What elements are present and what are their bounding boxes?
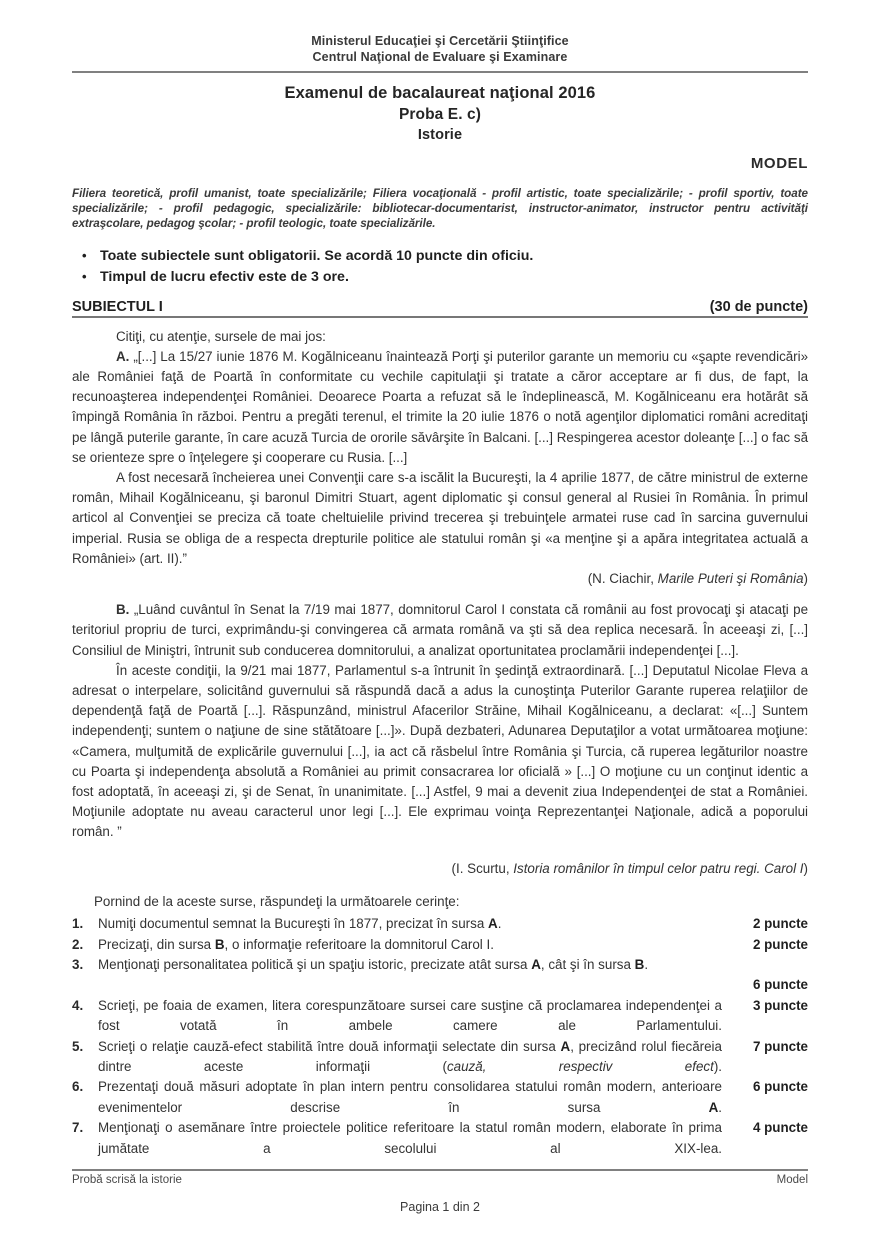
model-tag: MODEL xyxy=(750,155,808,172)
filiera-note: Filiera teoretică, profil umanist, toate specializările; Filiera vocaţională - profil artistic, toate specializările; - profil sportiv, toate specializările; - profil pedagogic, specializările: bibliotecar-documentarist, instructor-animator, instructor pentru activităţi extraşcolare, pedagog şcolar; - profil teologic, toate specializările. xyxy=(72,187,808,231)
ministry-line-2: Centrul Naţional de Evaluare şi Examinare xyxy=(312,49,568,64)
questions-lead-in: Pornind de la aceste surse, răspundeţi la următoarele cerinţe: xyxy=(94,893,460,909)
exam-title-block xyxy=(72,83,808,146)
subiect-points: (30 de puncte) xyxy=(709,298,808,315)
exam-note-item: • Timpul de lucru efectiv este de 3 ore. xyxy=(72,267,808,288)
subiect-header xyxy=(72,299,808,318)
questions-list xyxy=(72,914,808,1159)
question-item xyxy=(72,914,808,934)
exam-title: Examenul de bacalaureat naţional 2016 xyxy=(284,84,596,102)
question-item xyxy=(72,1037,808,1078)
question-number: 6. xyxy=(72,1079,84,1095)
source-reference: B xyxy=(214,936,225,952)
question-points: 2 puncte xyxy=(752,936,808,952)
question-row xyxy=(98,1037,808,1078)
subiect-label: SUBIECTUL I xyxy=(72,298,163,315)
question-item xyxy=(72,935,808,955)
question-text: Precizaţi, din sursa B, o informaţie referitoare la domnitorul Carol I. xyxy=(98,936,494,952)
question-row xyxy=(98,935,808,955)
question-points: 3 puncte xyxy=(752,997,808,1013)
source-b-letter: B. xyxy=(116,602,130,618)
question-points: 4 puncte xyxy=(752,1120,808,1136)
question-points: 2 puncte xyxy=(752,916,808,932)
source-reference: A xyxy=(488,916,498,932)
question-item xyxy=(72,1118,808,1159)
question-row xyxy=(98,955,808,975)
source-a-text-1: „[...] La 15/27 iunie 1876 M. Kogălniceanu înaintează Porţi şi puterilor garante un memoriu cu «şapte revendicări» ale României faţă de Poartă în conformitate cu vechile capitulaţii şi tratate a căror acceptare ar fi dus, de fapt, la recunoaşterea independenţei României. Deoarece Poarta a refuzat să le îndeplinească, M. Kogălniceanu era hotărât să împingă România în război. Pentru a pregăti terenul, el trimite la 20 iulie 1876 o notă agenţilor diplomatici români acreditaţi pe lângă puterile garante, în care acuză Turcia de ororile săvârşite în Balcani. [...] Respingerea acestor doleanţe [...] o fac să se orienteze spre o înţelegere şi cooperare cu Rusia. [...] xyxy=(72,348,808,465)
source-b-citation xyxy=(72,859,808,879)
ministry-line-1: Ministerul Educaţiei şi Cercetării Ştiinţifice xyxy=(311,34,569,48)
exam-subject: Istorie xyxy=(417,127,463,143)
source-a-paragraph-2: A fost necesară încheierea unei Convenţii care s-a iscălit la Bucureşti, la 4 aprilie 1877, de către ministrul de externe român, Mihail Kogălniceanu, şi baronul Dimitri Stuart, agent diplomatic şi consul general al Rusiei în România. În primul articol al Convenţiei se preciza că toate cheltuielile privind trecerea şi trebuinţele armatei ruse cad în sarcina guvernului imperial. Rusia se obliga de a respecta drepturile politice ale statului român şi «a menţine şi a apăra integritatea actuală a României» (art. II).” xyxy=(72,470,808,566)
source-b-paragraph-2: În aceste condiţii, la 9/21 mai 1877, Parlamentul s-a întrunit în şedinţă extraordinară. [...] Deputatul Nicolae Fleva a adresat o interpelare, solicitând guvernului să răspundă dacă a adus la cunoştinţa Puterilor Garante ruperea relaţiilor de dependenţă faţă de Poartă [...]. Răspunzând, ministrul Afacerilor Străine, Mihail Kogălniceanu, a declarat: «[...] Suntem independenţi; suntem o naţiune de sine stătătoare [...]». După dezbateri, Adunarea Deputaţilor a votat următoarea moţiune: «Camera, mulţumită de explicările guvernului [...], ia act că răsbelul între România şi Turcia, că ruperea legăturilor noastre cu Poarta şi independenţa absolută a României au primit consacrarea lor oficială » [...] O moţiune cu un conţinut identic a fost adoptată, în aceeaşi zi, şi de Senat, în unanimitate. [...] Astfel, 9 mai a devenit ziua Independenţei de stat a României. Moţiunile adoptate nu aveau caracterul unor legi [...]. Ele exprimau voinţa Reprezentanţei Naţionale, adică a poporului român. ” xyxy=(72,662,808,840)
source-a-citation-author: (N. Ciachir, xyxy=(587,571,658,587)
question-item xyxy=(72,1077,808,1118)
question-points: 6 puncte xyxy=(752,977,808,993)
question-points: 6 puncte xyxy=(752,1079,808,1095)
source-a-citation-work: Marile Puteri şi România xyxy=(657,571,804,587)
footer-left-label: Probă scrisă la istorie xyxy=(72,1174,182,1186)
source-reference: A xyxy=(531,956,541,972)
source-b-text-1: „Luând cuvântul în Senat la 7/19 mai 1877, domnitorul Carol I constata că românii au fost provocaţi şi atacaţi pe teritoriul propriu de turci, exprimându-şi convingerea că armata română va şti să dea replica necesară. În aceeaşi zi, [...] Consiliul de Miniştri, întrunit sub conducerea domnitorului, a analizat oportunitatea proclamării independenţei [...]. xyxy=(72,602,809,658)
source-b-citation-close: ) xyxy=(803,860,808,876)
question-text: Numiţi documentul semnat la Bucureşti în 1877, precizat în sursa A. xyxy=(98,916,502,932)
source-reference: A xyxy=(560,1038,571,1054)
source-reference: B xyxy=(634,956,645,972)
question-number: 7. xyxy=(72,1120,84,1136)
ministry-header xyxy=(72,34,808,65)
source-reference: A xyxy=(708,1099,719,1115)
page-footer xyxy=(72,1169,808,1214)
header-divider xyxy=(72,71,808,73)
question-number: 1. xyxy=(72,916,84,932)
question-number: 5. xyxy=(72,1038,84,1054)
question-emphasis: cauză, respectiv efect xyxy=(446,1058,714,1074)
question-number: 2. xyxy=(72,936,84,952)
source-b-citation-work: Istoria românilor în timpul celor patru regi. Carol I xyxy=(513,860,804,876)
exam-note-item: • Toate subiectele sunt obligatorii. Se acordă 10 puncte din oficiu. xyxy=(72,246,808,267)
source-a-citation-close: ) xyxy=(803,571,808,587)
question-number: 4. xyxy=(72,997,84,1013)
question-text: Menţionaţi o asemănare între proiectele politice referitoare la statul român modern, elaborate în prima jumătate a secolului al XIX-lea. xyxy=(98,1120,722,1156)
intro-instruction: Citiţi, cu atenţie, sursele de mai jos: xyxy=(116,328,326,344)
source-b-citation-author: (I. Scurtu, xyxy=(451,860,514,876)
question-text: Prezentaţi două măsuri adoptate în plan intern pentru consolidarea statului român modern, anterioare evenimentelor descrise în sursa A. xyxy=(98,1079,722,1115)
footer-right-label: Model xyxy=(776,1174,808,1186)
question-text: Scrieţi, pe foaia de examen, litera corespunzătoare sursei care susţine că proclamarea independenţei a fost votată în ambele camere ale Parlamentului. xyxy=(98,997,722,1034)
question-number: 3. xyxy=(72,956,84,972)
source-b-paragraph-1 xyxy=(72,600,808,661)
question-text: Scrieţi o relaţie cauză-efect stabilită între două informaţii selectate din sursa A, precizând rolul fiecăreia dintre aceste informaţii (cauză, respectiv efect). xyxy=(98,1038,722,1074)
exam-proba: Proba E. c) xyxy=(398,106,482,123)
question-row xyxy=(98,996,808,1037)
question-row xyxy=(98,914,808,934)
source-a-citation xyxy=(72,569,808,589)
question-text: Menţionaţi personalitatea politică şi un spaţiu istoric, precizate atât sursa A, cât şi în sursa B. xyxy=(98,956,649,972)
question-points: 7 puncte xyxy=(752,1038,808,1054)
exam-notes-list xyxy=(72,246,808,288)
source-a-paragraph-1 xyxy=(72,347,808,468)
question-row xyxy=(98,1077,808,1118)
question-item xyxy=(72,955,808,996)
question-row xyxy=(98,1118,808,1159)
question-item xyxy=(72,996,808,1037)
page-number: Pagina 1 din 2 xyxy=(400,1200,480,1214)
source-a-letter: A. xyxy=(116,348,130,364)
